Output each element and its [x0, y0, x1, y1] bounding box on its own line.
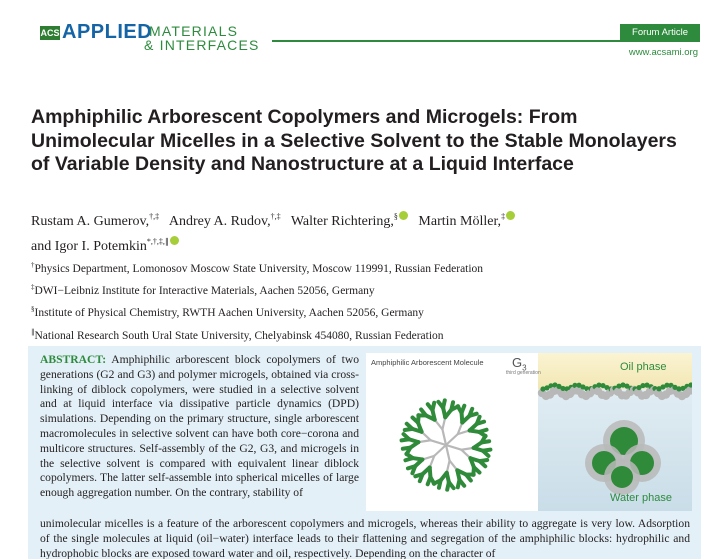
hydrophobic-branch	[462, 406, 465, 413]
hydrophilic-branch	[446, 434, 458, 445]
author-moller[interactable]	[418, 214, 515, 229]
hydrophobic-branch	[428, 477, 431, 484]
affiliation-item	[31, 300, 681, 322]
molecule-illustration	[366, 353, 692, 511]
generation-letter: G	[512, 355, 523, 370]
water-phase-label: Water phase	[610, 492, 672, 504]
orcid-icon[interactable]	[506, 211, 515, 220]
affiliation-list	[31, 256, 681, 345]
logo-interfaces-text: & INTERFACES	[144, 37, 260, 53]
generation-number: 3	[522, 363, 527, 373]
abstract-body-full: unimolecular micelles is a feature of the arborescent copolymers and microgels, whereas their ability to aggregate is very low. Adsorption of the single molecules at liquid (oil−water) interface leads to their flattening and segregation of the amphiphilic blocks: hydrophilic and hydrophobic blocks are exposed toward water and oil, respectively. Depending on the character of	[40, 517, 690, 559]
author-affiliation-marks: †,‡	[270, 212, 281, 221]
author-rudov[interactable]	[169, 214, 281, 229]
journal-header	[40, 20, 700, 60]
hydrophobic-branch	[415, 474, 422, 476]
affiliation-mark: ‡	[31, 283, 35, 292]
author-gumerov[interactable]	[31, 214, 159, 229]
hydrophilic-branch	[434, 445, 446, 456]
author-list	[31, 207, 691, 257]
hydrophobic-branch	[447, 482, 449, 489]
affiliation-text: DWI−Leibniz Institute for Interactive Materials, Aachen 52056, Germany	[34, 285, 375, 298]
author-richtering[interactable]	[291, 214, 408, 229]
hydrophobic-branch	[479, 432, 485, 436]
affiliation-text: Physics Department, Lomonosov Moscow State University, Moscow 119991, Russian Federation	[34, 263, 484, 275]
affiliation-item	[31, 256, 681, 278]
logo-applied-text: APPLIED	[62, 21, 153, 43]
author-affiliation-marks: §	[393, 212, 398, 221]
hydrophilic-branch	[442, 429, 446, 445]
author-affiliation-marks: †,‡	[149, 212, 160, 221]
orcid-icon[interactable]	[170, 236, 179, 245]
affiliation-mark: ∥	[31, 327, 35, 336]
abstract-section	[28, 346, 701, 559]
generation-caption: third generation	[506, 370, 541, 376]
micelle-core	[611, 466, 633, 488]
hydrophilic-branch	[446, 445, 450, 461]
author-name: and Igor I. Potemkin	[31, 239, 147, 254]
abstract-label: ABSTRACT:	[40, 353, 107, 366]
hydrophobic-branch	[477, 422, 484, 424]
hydrophobic-branch	[403, 448, 411, 449]
author-affiliation-marks: *,†,‡,∥	[146, 237, 169, 246]
hydrophobic-branch	[433, 403, 435, 410]
molecule-label: Amphiphilic Arborescent Molecule	[371, 358, 484, 367]
affiliation-item	[31, 323, 681, 345]
hydrophobic-branch	[458, 480, 460, 487]
affiliation-text: Institute of Physical Chemistry, RWTH Aachen University, Aachen 52056, Germany	[34, 307, 424, 320]
abstract-column-text	[40, 353, 359, 501]
author-name: Andrey A. Rudov,	[168, 214, 271, 229]
author-affiliation-marks: ‡	[501, 212, 506, 221]
orcid-icon[interactable]	[399, 211, 408, 220]
hydrophilic-branch	[446, 445, 461, 450]
acs-logo-badge: ACS	[40, 28, 60, 38]
oil-phase-label: Oil phase	[620, 361, 667, 373]
affiliation-item	[31, 278, 681, 300]
hydrophobic-branch	[443, 400, 445, 407]
logo-materials-text: MATERIALS	[149, 23, 239, 39]
author-potemkin[interactable]	[31, 239, 179, 254]
affiliation-text: National Research South Ural State University, Chelyabinsk 454080, Russian Federation	[34, 329, 444, 342]
header-divider	[272, 40, 657, 42]
hydrophobic-branch	[482, 441, 490, 442]
author-name: Walter Richtering,	[290, 214, 394, 229]
hydrophobic-branch	[408, 466, 415, 468]
affiliation-mark: †	[31, 261, 35, 269]
hydrophobic-branch	[469, 414, 476, 416]
article-type-badge: Forum Article	[620, 24, 700, 42]
journal-url-link[interactable]: www.acsami.org	[628, 47, 698, 58]
abstract-body-column: Amphiphilic arborescent block copolymers of two generations (G2 and G3) and polymer microgels, obtained via cross-linking of diblock copolymers, were studied in a selective solvent and at liquid interface via dissipative particle dynamics (DPD) simulations. Depending on the primary structure, single arborescent macromolecules in selective solvent can have both core−corona and multicore structures. Self-assembly of the G2, G3, and microgels in the selective solvent is compared with equivalent linear diblock copolymers. The latter self-assemble into spherical micelles of large enough aggregation number. On the contrary, stability of	[40, 353, 359, 500]
author-name: Martin Möller,	[418, 214, 502, 229]
toc-graphic[interactable]	[366, 353, 692, 511]
author-name: Rustam A. Gumerov,	[31, 214, 150, 229]
article-title: Amphiphilic Arborescent Copolymers and Microgels: From Unimolecular Micelles in a Selective Solvent to the Stable Monolayers of Variable Density and Nanostructure at a Liquid Interface	[31, 106, 677, 175]
hydrophilic-branch	[431, 440, 446, 445]
affiliation-mark: §	[31, 305, 35, 314]
